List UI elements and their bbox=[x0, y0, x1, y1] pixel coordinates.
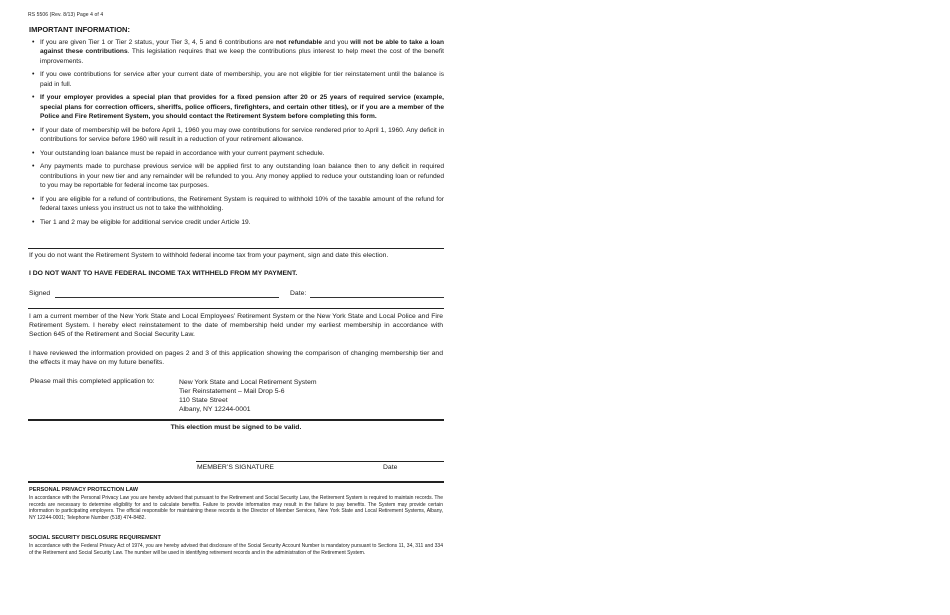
signed-label: Signed bbox=[29, 290, 51, 297]
info-bullet bbox=[28, 162, 444, 190]
divider-4 bbox=[28, 481, 444, 483]
ssn-heading: SOCIAL SECURITY DISCLOSURE REQUIREMENT bbox=[29, 535, 161, 541]
date-label: Date: bbox=[290, 290, 307, 297]
withhold-statement: I DO NOT WANT TO HAVE FEDERAL INCOME TAX WITHHELD FROM MY PAYMENT. bbox=[29, 270, 298, 277]
info-bullet bbox=[28, 218, 444, 227]
address-line: New York State and Local Retirement System bbox=[179, 379, 317, 386]
divider-1 bbox=[28, 248, 444, 249]
member-date-label: Date bbox=[383, 464, 398, 471]
member-signature-line[interactable] bbox=[196, 461, 444, 462]
info-bullet bbox=[28, 195, 444, 214]
important-info-list bbox=[28, 38, 444, 231]
bullet-text: If you are given Tier 1 or Tier 2 status, your Tier 3, 4, 5 and 6 contributions are bbox=[40, 39, 276, 46]
signed-input-line[interactable] bbox=[55, 297, 279, 298]
address-line: Tier Reinstatement – Mail Drop 5-6 bbox=[179, 388, 285, 395]
divider-3 bbox=[28, 419, 444, 421]
info-bullet bbox=[28, 38, 444, 66]
bullet-text: Tier 1 and 2 may be eligible for additional service credit under Article 19. bbox=[40, 218, 251, 226]
form-page bbox=[28, 0, 444, 615]
form-number: RS 5506 (Rev. 8/13) Page 4 of 4 bbox=[28, 12, 104, 18]
info-bullet bbox=[28, 149, 444, 158]
address-line: Albany, NY 12244-0001 bbox=[179, 406, 251, 413]
date-input-line[interactable] bbox=[310, 297, 444, 298]
member-paragraph: I am a current member of the New York State and Local Employees’ Retirement System or the New York State and Local Police and Fire Retirement System. I hereby elect reinstatement to the date of membership held under my earliest membership in accordance with Section 645 of the Retirement and Social Security Law. bbox=[29, 313, 443, 339]
mail-label: Please mail this completed application to: bbox=[30, 378, 155, 385]
must-sign-note: This election must be signed to be valid. bbox=[170, 424, 302, 431]
bullet-bold-text: not refundable bbox=[275, 39, 323, 46]
bullet-text: If you are eligible for a refund of contributions, the Retirement System is required to withhold 10% of the taxable amount of the refund for federal taxes unless you instruct us not to take the withholding. bbox=[40, 195, 444, 213]
withhold-instruction: If you do not want the Retirement System to withhold federal income tax from your payment, sign and date this election. bbox=[29, 252, 389, 259]
ssn-text: In accordance with the Federal Privacy Act of 1974, you are hereby advised that disclosure of the Social Security Account Number is mandatory pursuant to Sections 11, 34, 311 and 334 of the Retirement and Social Security Law. The number will be used in identifying retirement records and in the administration of the Retirement System. bbox=[29, 543, 443, 556]
member-signature-label: MEMBER’S SIGNATURE bbox=[197, 464, 274, 471]
privacy-heading: PERSONAL PRIVACY PROTECTION LAW bbox=[29, 487, 139, 493]
info-bullet bbox=[28, 93, 444, 121]
bullet-text: Your outstanding loan balance must be repaid in accordance with your current payment schedule. bbox=[40, 149, 325, 157]
divider-2 bbox=[28, 308, 444, 309]
bullet-bold-text: If your employer provides a special plan that provides for a fixed pension after 20 or 25 years of required service (example, special plans for correction officers, sheriffs, police officers, firefighters, and certain other titles), or if you are a member of the Police and Fire Retirement System, you should contact the Retirement System before completing this form. bbox=[40, 94, 444, 121]
info-bullet bbox=[28, 70, 444, 89]
bullet-text: If your date of membership will be before April 1, 1960 you may owe contributions for service rendered prior to April 1, 1960. Any deficit in contributions for service before 1960 will result in a reduction of your retirement allowance. bbox=[40, 126, 444, 144]
info-bullet bbox=[28, 126, 444, 145]
bullet-text: and you bbox=[322, 39, 351, 46]
address-line: 110 State Street bbox=[179, 397, 228, 404]
bullet-text: Any payments made to purchase previous service will be applied first to any outstanding loan balance then to any deficit in required contributions in your new tier and any remainder will be refunded to you. Any money applied to reduce your outstanding loan or refunded to you may be reportable for federal income tax purposes. bbox=[40, 163, 444, 190]
important-info-title: IMPORTANT INFORMATION: bbox=[29, 25, 130, 34]
mailing-address bbox=[179, 378, 317, 414]
reviewed-paragraph: I have reviewed the information provided on pages 2 and 3 of this application showing the comparison of changing membership tier and the effects it may have on my future benefits. bbox=[29, 350, 443, 367]
bullet-text: . This legislation requires that we keep the contributions plus interest to help meet the cost of the benefit improvements. bbox=[40, 48, 444, 65]
bullet-bold-text: will not be able to take a loan against these contributions bbox=[40, 39, 445, 56]
privacy-text: In accordance with the Personal Privacy Law you are hereby advised that pursuant to the Retirement and Social Security Law, the Retirement System is required to maintain records. The records are necessary to determine eligibility for and to calculate benefits. Failure to provide information may result in the failure to pay benefits. The System may provide certain information to participating employers. The official responsible for maintaining these records is the Director of Member Services, New York State and Local Retirement Systems, Albany, NY 12244-0001; Telephone Number (518) 474-8482. bbox=[29, 495, 443, 521]
bullet-text: If you owe contributions for service after your current date of membership, you are not eligible for tier reinstatement until the balance is paid in full. bbox=[40, 71, 444, 88]
